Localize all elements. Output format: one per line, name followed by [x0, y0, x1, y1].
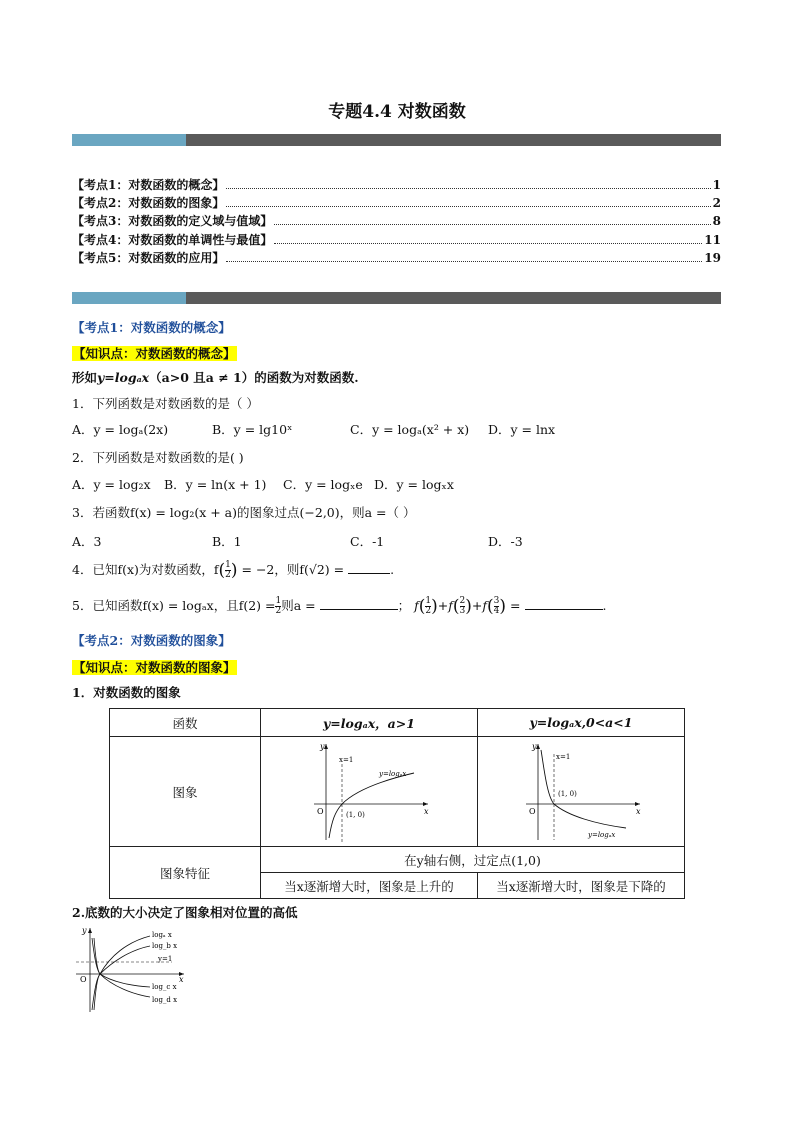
axis-label: x — [636, 806, 641, 816]
question-2-stem: 2．下列函数是对数函数的是( ) — [72, 450, 244, 465]
option-a: A．3 — [72, 534, 102, 549]
feature-decreasing: 当x逐渐增大时，图象是下降的 — [478, 873, 685, 899]
origin-label: O — [317, 806, 324, 816]
option-b: B．y = ln(x + 1) — [164, 477, 267, 492]
table-row-label: 图象特征 — [110, 847, 261, 899]
banner-divider — [72, 134, 721, 146]
curve-label: log_b x — [152, 942, 178, 950]
option-c: C．-1 — [350, 534, 385, 549]
option-c: C．y = logₐ(x² + x) — [350, 422, 470, 437]
toc-page-number: 11 — [704, 232, 721, 247]
table-row-label: 图象 — [110, 737, 261, 847]
toc-item[interactable] — [72, 231, 721, 249]
toc-leader — [226, 261, 702, 262]
table-header: y=logₐx，a>1 — [261, 709, 478, 737]
toc-leader — [274, 224, 710, 225]
option-d: D．-3 — [488, 534, 523, 549]
axis-label: y — [320, 741, 325, 751]
toc-item[interactable] — [72, 176, 721, 194]
origin-label: O — [529, 806, 536, 816]
toc-item[interactable] — [72, 212, 721, 230]
line-label: x=1 — [339, 755, 354, 764]
svg-text:x: x — [179, 975, 184, 984]
question-1-stem: 1．下列函数是对数函数的是（ ） — [72, 396, 259, 411]
knowledge-label: 【知识点：对数函数的概念】 — [73, 346, 236, 361]
point-label: (1, 0) — [346, 810, 365, 819]
toc-item-label: 【考点5：对数函数的应用】 — [72, 250, 225, 265]
option-d: D．y = lnx — [488, 422, 556, 437]
feature-increasing: 当x逐渐增大时，图象是上升的 — [261, 873, 478, 899]
toc-leader — [274, 243, 702, 244]
svg-text:O: O — [80, 975, 87, 984]
table-header: 函数 — [110, 709, 261, 737]
toc-page-number: 2 — [712, 196, 721, 211]
section-heading: 【考点2：对数函数的图象】 — [72, 633, 231, 648]
toc-item[interactable] — [72, 194, 721, 212]
curve-label: logₐ x — [152, 931, 172, 939]
question-5: 5．已知函数f(x) = logₐx，且f(2) = $\frac{1}{2}$ 则a = ； f( $\frac{1}{2}$ )+f( $\frac{2}{3}$ )+f( $\frac{3}{4}$ ) = . — [72, 596, 607, 617]
base-comparison-graph — [72, 924, 202, 1014]
answer-blank[interactable] — [525, 599, 603, 610]
toc-leader — [226, 206, 710, 207]
definition: 形如y=logₐx（a>0 且a ≠ 1）的函数为对数函数. — [72, 370, 359, 385]
point-label: (1, 0) — [558, 789, 577, 798]
option-b: B．1 — [212, 534, 242, 549]
curve-label: y=logₐx — [379, 769, 407, 778]
axis-label: y — [532, 741, 537, 751]
curve-label: y=logₐx — [588, 830, 616, 839]
toc-item-label: 【考点3：对数函数的定义域与值域】 — [72, 214, 273, 229]
svg-text:y: y — [82, 926, 87, 935]
section-heading: 【考点1：对数函数的概念】 — [72, 320, 231, 335]
line-label: x=1 — [556, 752, 571, 761]
page-title: 专题4.4 对数函数 — [328, 102, 466, 122]
toc-leader — [226, 188, 710, 189]
option-c: C．y = logₓe — [283, 477, 363, 492]
table-header: y=logₐx,0<a<1 — [478, 709, 685, 737]
graph-increasing — [261, 737, 478, 847]
log-function-table — [109, 708, 685, 899]
curve-label: log_c x — [152, 983, 177, 991]
line-label: y=1 — [158, 955, 173, 963]
toc-item[interactable] — [72, 249, 721, 267]
toc-page-number: 1 — [712, 178, 721, 192]
toc-page-number: 8 — [712, 214, 721, 229]
subheading: 2.底数的大小决定了图象相对位置的高低 — [72, 905, 298, 920]
option-d: D．y = logₓx — [374, 477, 454, 492]
subheading: 1．对数函数的图象 — [72, 685, 181, 700]
graph-decreasing — [478, 737, 685, 847]
axis-label: x — [424, 806, 429, 816]
toc-item-label: 【考点4：对数函数的单调性与最值】 — [72, 232, 273, 247]
table-of-contents — [72, 176, 721, 267]
answer-blank[interactable] — [348, 563, 390, 574]
toc-page-number: 19 — [704, 250, 721, 265]
answer-blank[interactable] — [320, 599, 398, 610]
option-b: B．y = lg10ˣ — [212, 422, 293, 437]
toc-item-label: 【考点2：对数函数的图象】 — [72, 196, 225, 211]
banner-divider — [72, 292, 721, 304]
feature-common: 在y轴右侧，过定点(1,0) — [261, 847, 685, 873]
question-4: 4．已知f(x)为对数函数，f( $\frac{1}{2}$ ) = −2，则f(√2) = . — [72, 560, 395, 581]
question-3-stem: 3．若函数f(x) = log₂(x + a)的图象过点(−2,0)，则a =（ ） — [72, 505, 416, 520]
knowledge-label: 【知识点：对数函数的图象】 — [73, 660, 236, 675]
toc-item-label: 【考点1：对数函数的概念】 — [72, 178, 225, 192]
curve-label: log_d x — [152, 996, 178, 1004]
option-a: A．y = log₂x — [72, 477, 151, 492]
option-a: A．y = logₐ(2x) — [72, 422, 169, 437]
